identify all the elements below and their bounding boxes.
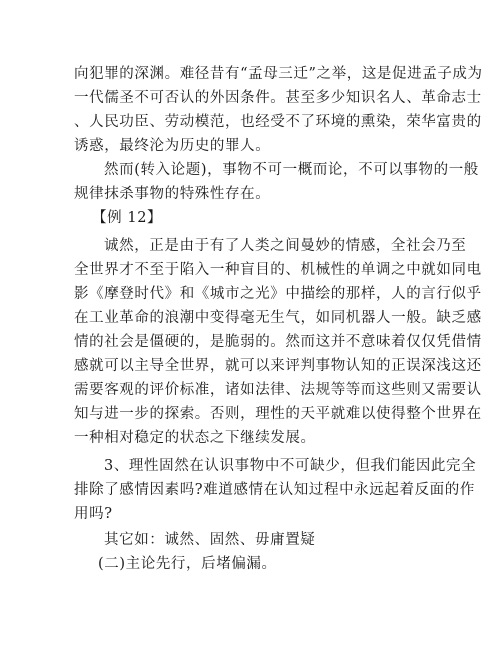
text-line: 其它如：诚然、固然、毋庸置疑 bbox=[104, 532, 316, 548]
text-line: 全世界才不至于陷入一种盲目的、机械性的单调之中就如同电 bbox=[74, 262, 482, 278]
text-line: 然而(转入论题)，事物不可一概而论，不可以事物的一般 bbox=[104, 162, 479, 178]
text-line: 一种相对稳定的状态之下继续发展。 bbox=[74, 430, 316, 446]
section-heading: (二)主论先行，后堵偏漏。 bbox=[98, 556, 277, 572]
text-line: 影《摩登时代》和《城市之光》中描绘的那样，人的言行似乎 bbox=[74, 286, 482, 302]
text-line: 向犯罪的深渊。难径昔有“孟母三迁”之举，这是促进孟子成为 bbox=[74, 66, 483, 82]
text-line: 情的社会是僵硬的，是脆弱的。然而这并不意味着仅仅凭借情 bbox=[74, 334, 482, 350]
text-line: 3、理性固然在认识事物中不可缺少，但我们能因此完全 bbox=[104, 458, 477, 474]
text-line: 知与进一步的探索。否则，理性的天平就难以使得整个世界在 bbox=[74, 406, 482, 422]
example-heading: 【例 12】 bbox=[92, 210, 163, 226]
text-line: 在工业革命的浪潮中变得毫无生气，如同机器人一般。缺乏感 bbox=[74, 310, 482, 326]
text-line: 诚然，正是由于有了人类之间曼妙的情感，全社会乃至 bbox=[104, 238, 467, 254]
text-line: 一代儒圣不可否认的外因条件。甚至多少知识名人、革命志士 bbox=[74, 90, 482, 106]
text-line: 规律抹杀事物的特殊性存在。 bbox=[74, 186, 271, 202]
text-line: 用吗? bbox=[74, 506, 113, 522]
text-line: 排除了感情因素吗?难道感情在认知过程中永远起着反面的作 bbox=[74, 482, 475, 498]
text-line: 、人民功臣、劳动模范，也经受不了环境的熏染，荣华富贵的 bbox=[74, 114, 482, 130]
text-line: 需要客观的评价标准，诸如法律、法规等等而这些则又需要认 bbox=[74, 382, 482, 398]
text-line: 诱惑，最终沦为历史的罪人。 bbox=[74, 138, 271, 154]
text-line: 感就可以主导全世界，就可以来评判事物认知的正误深浅这还 bbox=[74, 358, 482, 374]
